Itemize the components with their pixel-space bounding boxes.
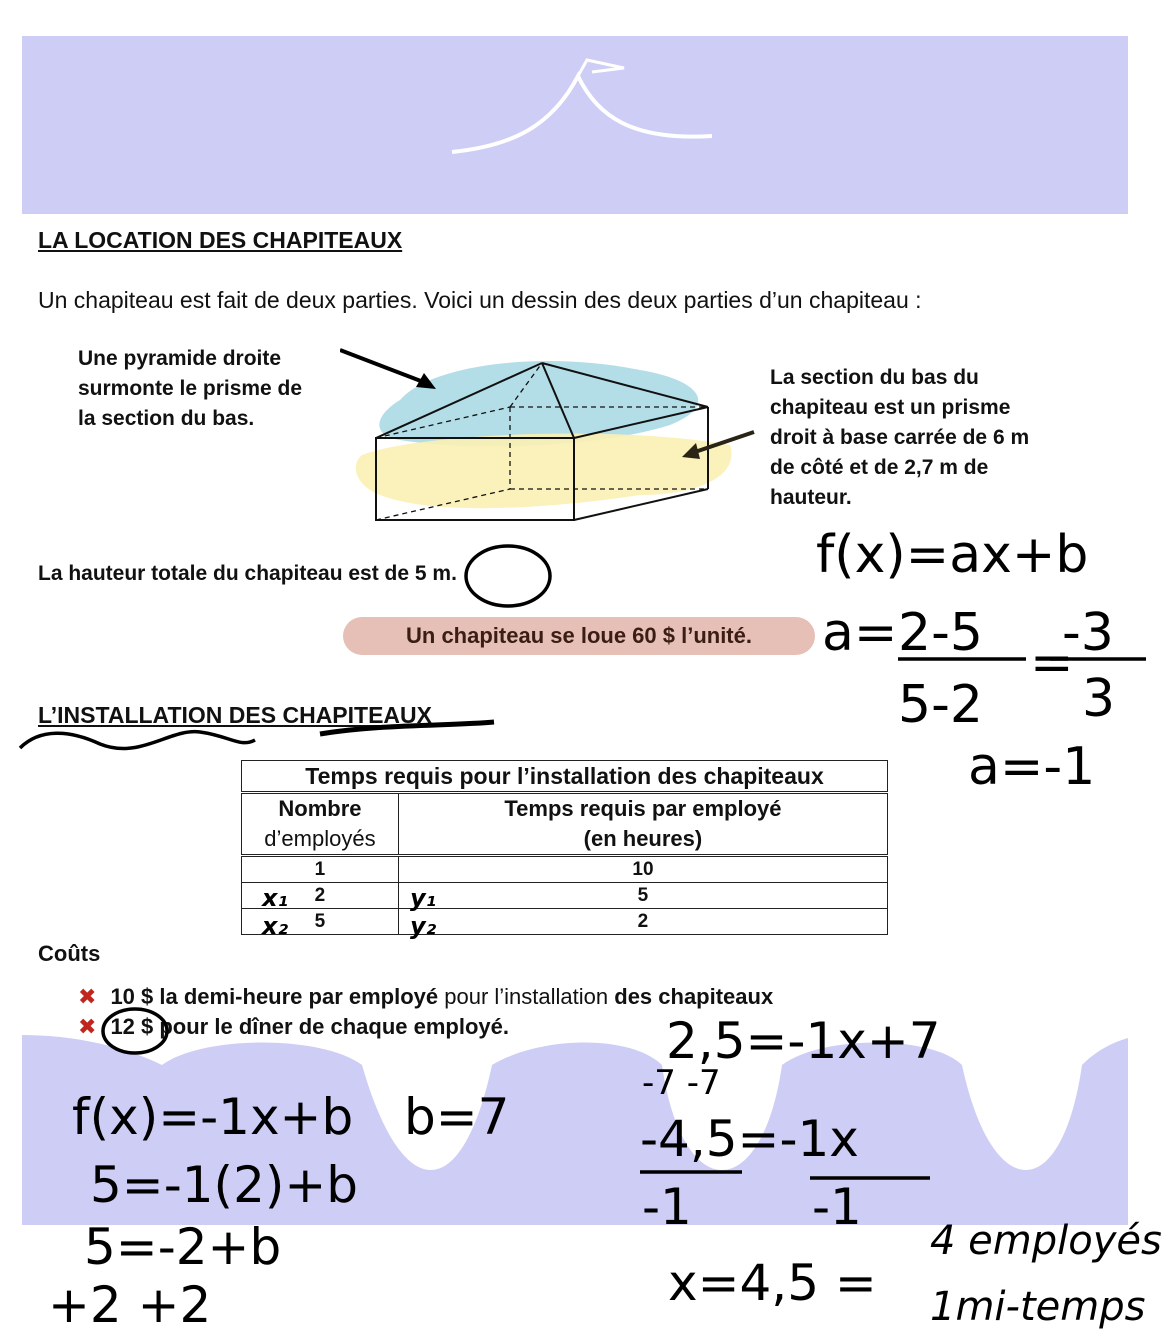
hw-y1: y₁ [410, 884, 437, 912]
hw-work-right1: 2,5=-1x+7 [666, 1012, 941, 1070]
table-row: 2 5 [242, 883, 888, 909]
hw-a-den1: 5-2 [898, 675, 983, 735]
underline-squiggle-icon [20, 732, 255, 749]
cross-icon: ✖ [78, 984, 97, 1009]
total-height-text: La hauteur totale du chapiteau est de 5 m. [38, 562, 457, 585]
hw-a-num2: -3 [1062, 603, 1114, 663]
prism-label: La section du bas du chapiteau est un prisme droit à base carrée de 6 m de côté et de 2,7 m de hauteur. [770, 366, 1030, 509]
hw-y2: y₂ [410, 912, 437, 940]
hw-work-left-b: b=7 [404, 1088, 510, 1146]
total-height-value: 5 m. [414, 562, 457, 585]
section-title-installation: L’INSTALLATION DES CHAPITEAUX [38, 702, 432, 728]
pyramid-arrow-icon [340, 350, 436, 389]
costs-title: Coûts [38, 941, 101, 966]
table-caption: Temps requis pour l’installation des chapiteaux [242, 761, 888, 793]
hw-a-num1: 2-5 [898, 603, 983, 663]
hw-note2: 1mi-temps [930, 1284, 1146, 1330]
hw-a-eq: a= [822, 603, 898, 663]
hw-work-right2: -7 -7 [642, 1063, 721, 1103]
table-row: 1 10 [242, 856, 888, 883]
hw-work-right4-r: -1 [812, 1178, 862, 1236]
hw-a-eq2: = [1030, 633, 1074, 693]
hw-work-left3: 5=-2+b [84, 1218, 282, 1276]
hw-x1: x₁ [262, 884, 288, 912]
tent-logo-icon [22, 36, 1128, 214]
hw-work-left1: f(x)=-1x+b [72, 1088, 354, 1146]
tent-diagram [340, 345, 760, 535]
intro-text: Un chapiteau est fait de deux parties. Voici un dessin des deux parties d’un chapiteau : [38, 287, 922, 313]
hw-work-left4: +2 +2 [48, 1276, 212, 1334]
installation-time-table [241, 760, 888, 935]
hw-work-right4-l: -1 [642, 1178, 692, 1236]
col-header-employees: Nombre d’employés [242, 793, 399, 856]
cost-item-lunch: ✖ 12 $ pour le dîner de chaque employé. [78, 1014, 510, 1039]
rental-price-badge: Un chapiteau se loue 60 $ l’unité. [343, 617, 815, 655]
hw-x2: x₂ [262, 912, 288, 940]
hw-formula: f(x)=ax+b [816, 525, 1089, 585]
cross-icon: ✖ [78, 1014, 97, 1039]
cost-item-labor: ✖ 10 $ la demi-heure par employé pour l’installation des chapiteaux [78, 984, 774, 1009]
hw-a-den2: 3 [1082, 669, 1116, 729]
col-header-hours: Temps requis par employé (en heures) [398, 793, 887, 856]
circle-height-icon [466, 546, 550, 606]
pyramid-label: Une pyramide droite surmonte le prisme de la section du bas. [78, 347, 303, 430]
hw-work-right5: x=4,5 = [668, 1254, 877, 1312]
hw-work-left2: 5=-1(2)+b [90, 1156, 359, 1214]
hw-note1: 4 employés [930, 1218, 1162, 1264]
section-title-location: LA LOCATION DES CHAPITEAUX [38, 227, 403, 253]
wave-decoration [22, 1035, 1128, 1225]
hw-work-right3: -4,5=-1x [640, 1110, 859, 1168]
top-banner [22, 36, 1128, 214]
table-row: 5 2 [242, 909, 888, 935]
hw-a-result: a=-1 [968, 737, 1096, 797]
